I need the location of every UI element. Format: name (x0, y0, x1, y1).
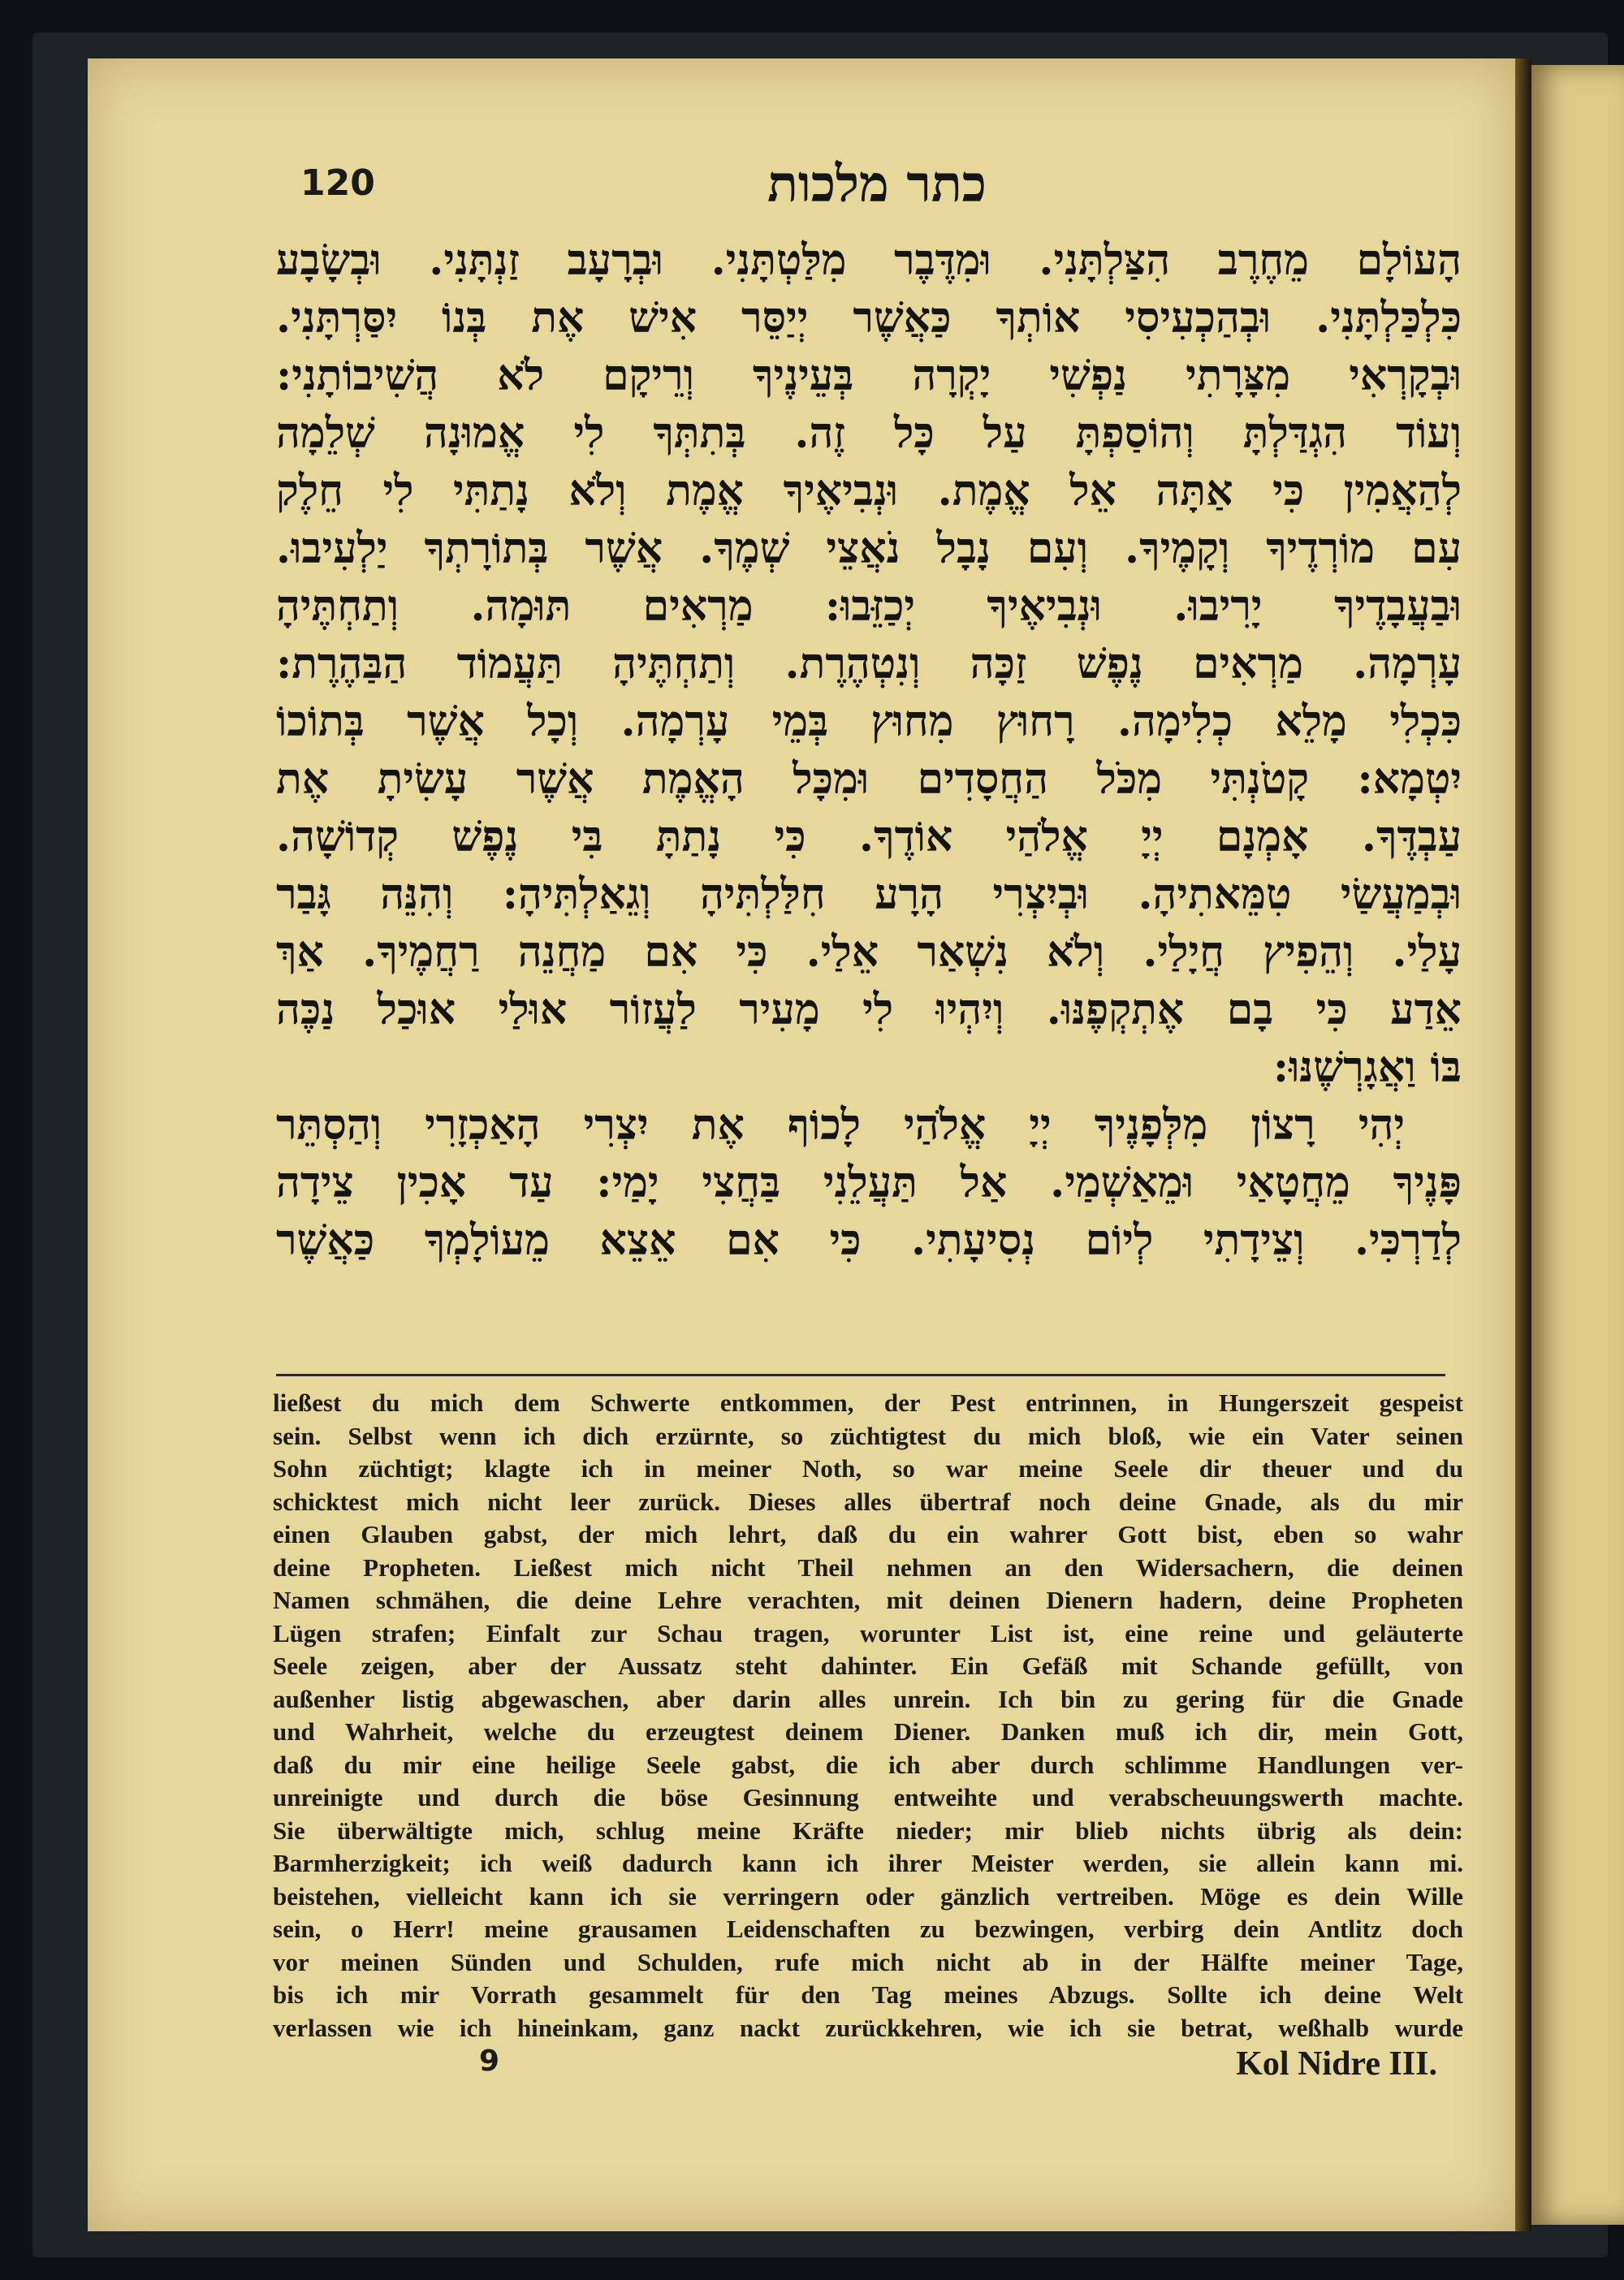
page-header (292, 154, 1453, 227)
german-line: Barmherzigkeit; ich weiß dadurch kann ich ihrer Meister werden, sie allein kann mi. (273, 1849, 1463, 1877)
hebrew-text-block (276, 231, 1462, 1269)
hebrew-line: בּוֹ וַאֲגָרְשֶׁנּוּ: (1272, 1043, 1462, 1092)
page-footer (276, 2045, 1462, 2093)
hebrew-line: עָלַי. וְהֵפִיץ חֲיָלַי. וְלֹא נִשְׁאַר אֵלַי. כִּי אִם מַחֲנֵה רַחֲמֶיךָ. אַךְ (276, 927, 1462, 977)
german-line: bis ich mir Vorrath gesammelt für den Tag meines Abzugs. Sollte ich deine Welt (273, 1980, 1463, 2009)
hebrew-line: יִטְמָא: קָטֹנְתִּי מִכֹּל הַחֲסָדִים וּמִכָּל הָאֱמֶת אֲשֶׁר עָשִׂיתָ אֶת (276, 754, 1462, 804)
hebrew-line: יְהִי רָצוֹן מִלְּפָנֶיךָ יְיָ אֱלֹהַי לָכוֹף אֶת יִצְרִי הָאַכְזָרִי וְהַסְתֵּר (276, 1100, 1405, 1150)
signature-mark: 9 (479, 2045, 500, 2078)
german-line: daß du mir eine heilige Seele gabst, die ich aber durch schlimme Handlungen ver- (273, 1750, 1463, 1779)
separator-rule (276, 1374, 1445, 1376)
german-line: beistehen, vielleicht kann ich sie verringern oder gänzlich vertreiben. Möge es dein Wille (273, 1881, 1463, 1911)
hebrew-line: לְהַאֲמִין כִּי אַתָּה אֵל אֱמֶת. וּנְבִיאֶיךָ אֱמֶת וְלֹא נָתַתִּי לִי חֵלֶק (276, 466, 1462, 516)
hebrew-line: עַבְדֶּךָ. אָמְנָם יְיָ אֱלֹהַי אוֹדֶךָ. כִּי נָתַתָּ בִּי נֶפֶשׁ קְדוֹשָׁה. (276, 812, 1462, 861)
german-line: Lügen strafen; Einfalt zur Schau tragen, worunter List ist, eine reine und geläuterte (273, 1618, 1463, 1647)
imprint-line: Kol Nidre III. (1236, 2045, 1437, 2083)
german-line: sein, o Herr! meine grausamen Leidenschaften zu bezwingen, verbirg dein Antlitz doch (273, 1915, 1463, 1943)
german-line: unreinigte und durch die böse Gesinnung entweihte und verabscheuungswerth machte. (273, 1783, 1463, 1811)
german-line: außenher listig abgewaschen, aber darin alles unrein. Ich bin zu gering für die Gnade (273, 1684, 1463, 1713)
german-line: und Wahrheit, welche du erzeugtest deinem Diener. Danken muß ich dir, mein Gott, (273, 1717, 1463, 1746)
hebrew-line: לְדַרְכִּי. וְצֵידָתִי לְיוֹם נְסִיעָתִי. כִּי אִם אֵצֵא מֵעוֹלָמְךָ כַּאֲשֶׁר (276, 1216, 1462, 1265)
hebrew-line: הָעוֹלָם מֵחֶרֶב הִצַּלְתָּנִי. וּמִדֶּבֶר מִלַּטְתָּנִי. וּבְרָעָב זַנְתָּנִי. וּבְשָׂבָע (276, 235, 1462, 285)
hebrew-line: וְעוֹד הִגְדַּלְתָּ וְהוֹסַפְתָּ עַל כָּל זֶה. בְּתִתְּךָ לִי אֱמוּנָה שְׁלֵמָה (276, 408, 1462, 458)
german-line: deine Propheten. Ließest mich nicht Theil nehmen an den Widersachern, die deinen (273, 1552, 1463, 1582)
german-line: einen Glauben gabst, der mich lehrt, daß du ein wahrer Gott bist, eben so wahr (273, 1520, 1463, 1548)
german-line: vor meinen Sünden und Schulden, rufe mich nicht ab in der Hälfte meiner Tage, (273, 1947, 1463, 1976)
german-line: Namen schmähen, die deine Lehre verachten, mit deinen Dienern hadern, deine Propheten (273, 1586, 1463, 1614)
german-line: Sohn züchtigt; klagte ich in meiner Noth, so war meine Seele dir theuer und du (273, 1454, 1463, 1483)
hebrew-line: עִם מוֹרְדֶיךָ וְקָמֶיךָ. וְעִם נָבָל נֹאֲצֵי שְׁמֶךָ. אֲשֶׁר בְּתוֹרָתְךָ יַלְעִיבוּ. (276, 524, 1462, 573)
german-line: Seele zeigen, aber der Aussatz steht dahinter. Ein Gefäß mit Schande gefüllt, von (273, 1652, 1463, 1680)
german-line: verlassen wie ich hineinkam, ganz nackt zurückkehren, wie ich sie betrat, weßhalb wurde (273, 2013, 1463, 2042)
hebrew-line: וּבַעֲבָדֶיךָ יָרִיבוּ. וּנְבִיאֶיךָ יְכַזֵּבוּ: מַרְאִים תּוּמָה. וְתַחְתֶּיהָ (276, 581, 1462, 631)
hebrew-line: אֵדַע כִּי בָם אֶתְקְפֶנּוּ. וְיִהְיוּ לִי מָעִיר לַעֲזוֹר אוּלַי אוּכַל נַכֶּה (276, 985, 1462, 1034)
german-line: schicktest mich nicht leer zurück. Dieses alles übertraf noch deine Gnade, als du mir (273, 1487, 1463, 1516)
running-title: כתר מלכות (767, 154, 987, 214)
book-gutter (1515, 58, 1531, 2231)
german-translation-block (273, 1387, 1463, 2045)
hebrew-line: וּבְקָרְאִי מִצָּרָתִי נַפְשִׁי יָקְרָה בְּעֵינֶיךָ וְרֵיקָם לֹא הֲשִׁיבוֹתָנִי: (276, 351, 1462, 400)
facing-page-edge (1530, 65, 1624, 2225)
hebrew-line: כִּכְלִי מָלֵא כְלִימָה. רָחוּץ מִחוּץ בְּמֵי עָרְמָה. וְכָל אֲשֶׁר בְּתוֹכוֹ (276, 697, 1462, 746)
hebrew-line: וּבְמַעֲשַׂי טִמֵּאתִיהָ. וּבְיִצְרִי הָרָע חִלַּלְתִּיהָ וְגֵאַלְתִּיהָ: וְהִנֵּה גָּבַר (276, 870, 1462, 919)
german-line: sein. Selbst wenn ich dich erzürnte, so züchtigtest du mich bloß, wie ein Vater seinen (273, 1421, 1463, 1450)
hebrew-line: עָרְמָה. מַרְאִים נֶפֶשׁ זַכָּה וְנִטְהֶרֶת. וְתַחְתֶּיהָ תַּעֲמוֹד הַבַּהֶרֶת: (276, 639, 1462, 689)
hebrew-line: פָּנֶיךָ מֵחֲטָאַי וּמֵאַשְׁמַי. אַל תַּעֲלֵנִי בַּחֲצִי יָמַי: עַד אָכִין צֵידָה (276, 1158, 1462, 1207)
german-line: Sie überwältigte mich, schlug meine Kräfte nieder; mir blieb nichts übrig als dein: (273, 1816, 1463, 1845)
german-line: ließest du mich dem Schwerte entkommen, der Pest entrinnen, in Hungerszeit gespeist (273, 1388, 1463, 1417)
page-number: 120 (300, 162, 375, 204)
hebrew-line: כִּלְכַּלְתָּנִי. וּבְהַכְעִיסִי אוֹתְךָ כַּאֲשֶׁר יְיַסֵּר אִישׁ אֶת בְּנוֹ יִסַּרְתָּנִי. (276, 293, 1462, 343)
